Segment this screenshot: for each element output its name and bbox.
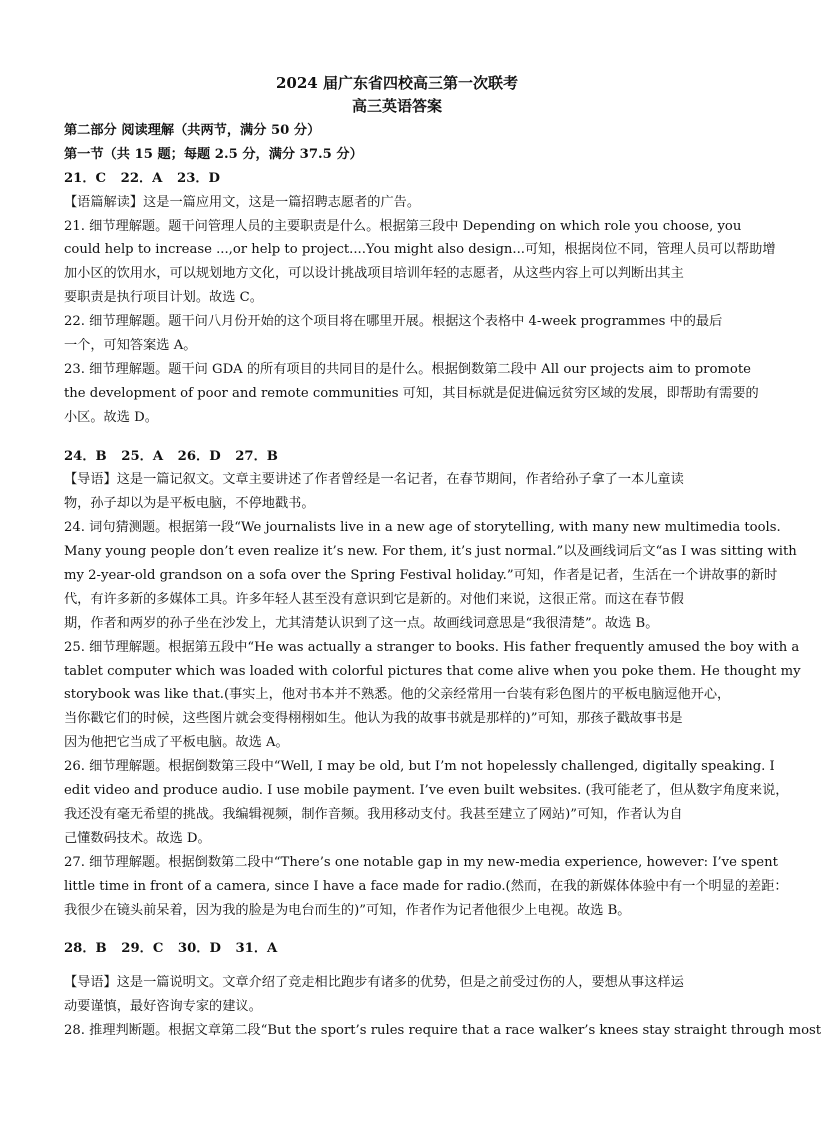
spacer	[64, 961, 730, 971]
explanation-line: 25. 细节理解题。根据第五段中“He was actually a stranger to books. His father frequently amused the boy with a	[64, 639, 800, 655]
answer-key-row	[64, 937, 730, 961]
explanation-line: 23. 细节理解题。题干问 GDA 的所有项目的共同目的是什么。根据倒数第二段中 All our projects aim to promote	[64, 361, 751, 377]
answer-item: 27．B	[235, 448, 278, 464]
answer-key-row	[64, 445, 730, 469]
explanation-line: 代，有许多新的多媒体工具。许多年轻人甚至没有意识到它是新的。对他们来说，这很正常。而这在春节假	[64, 591, 684, 607]
explanation-line: could help to increase ...,or help to project....You might also design...可知，根据岗位不同，管理人员可以帮助增	[64, 242, 776, 258]
explanation-line: 小区。故选 D。	[64, 409, 158, 425]
explanation-line: 【导语】这是一篇说明文。文章介绍了竞走相比跑步有诸多的优势，但是之前受过伤的人，要想从事这样运	[64, 975, 684, 991]
answer-item: 26．D	[177, 448, 221, 464]
explanation-line: 我很少在镜头前呆着，因为我的脸是为电台而生的)”可知，作者作为记者他很少上电视。故选 B。	[64, 902, 631, 918]
explanation-line: 22. 细节理解题。题干问八月份开始的这个项目将在哪里开展。根据这个表格中 4-week programmes 中的最后	[64, 314, 723, 330]
answer-item: 23．D	[177, 170, 220, 186]
explanation-line: tablet computer which was loaded with colorful pictures that come alive when you poke them. He thought my	[64, 663, 801, 679]
answer-item: 21．C	[64, 170, 107, 186]
explanation-line: 26. 细节理解题。根据倒数第三段中“Well, I may be old, but I’m not hopelessly challenged, digitally speaking. I	[64, 759, 775, 775]
explanation-line: 27. 细节理解题。根据倒数第二段中“There’s one notable gap in my new-media experience, however: I’ve spent	[64, 854, 778, 870]
spacer	[64, 430, 730, 445]
explanation-line: 我还没有毫无希望的挑战。我编辑视频，制作音频。我用移动支付。我甚至建立了网站)”可知，作者认为自	[64, 806, 683, 822]
explanation-line: 因为他把它当成了平板电脑。故选 A。	[64, 735, 289, 751]
answer-item: 31．A	[235, 941, 278, 957]
explanation-line: 24. 词句猜测题。根据第一段“We journalists live in a new age of storytelling, with many new multimedia tools.	[64, 520, 781, 536]
explanation-line: the development of poor and remote communities 可知，其目标就是促进偏远贫穷区域的发展，即帮助有需要的	[64, 385, 759, 401]
explanation-line: 己懂数码技术。故选 D。	[64, 830, 211, 846]
explanation-line: 动要谨慎，最好咨询专家的建议。	[64, 999, 262, 1015]
explanation-line: Many young people don’t even realize it’s new. For them, it’s just normal.”以及画线词后文“as I was sitting with	[64, 544, 797, 560]
answer-item: 22．A	[120, 170, 163, 186]
answer-item: 28．B	[64, 941, 107, 957]
explanation-line: 21. 细节理解题。题干问管理人员的主要职责是什么。根据第三段中 Depending on which role you choose, you	[64, 218, 742, 234]
explanation-line: 加小区的饮用水，可以规划地方文化，可以设计挑战项目培训年轻的志愿者，从这些内容上可以判断出其主	[64, 266, 684, 282]
explanation-line: storybook was like that.(事实上，他对书本并不熟悉。他的父亲经常用一台装有彩色图片的平板电脑逗他开心，	[64, 687, 731, 703]
explanation-line: little time in front of a camera, since I have a face made for radio.(然而，在我的新媒体体验中有一个明显的差距：	[64, 878, 788, 894]
answer-item: 29．C	[121, 941, 164, 957]
explanation-line: 【导语】这是一篇记叙文。文章主要讲述了作者曾经是一名记者，在春节期间，作者给孙子拿了一本儿童读	[64, 472, 684, 488]
document-title: 2024 届广东省四校高三第一次联考	[276, 74, 518, 92]
subsection-heading: 第一节（共 15 题；每题 2.5 分，满分 37.5 分）	[64, 146, 363, 162]
spacer	[64, 922, 730, 937]
section-heading: 第二部分 阅读理解（共两节，满分 50 分）	[64, 123, 321, 138]
answer-item: 24．B	[64, 448, 107, 464]
answer-item: 30．D	[177, 941, 221, 957]
answer-key-row	[64, 167, 730, 191]
explanation-line: my 2-year-old grandson on a sofa over the Spring Festival holiday.”可知，作者是记者，生活在一个讲故事的新时	[64, 568, 778, 584]
explanation-line: 一个，可知答案选 A。	[64, 338, 197, 354]
explanation-line: 【语篇解读】这是一篇应用文，这是一篇招聘志愿者的广告。	[64, 194, 421, 210]
explanation-line: 要职责是执行项目计划。故选 C。	[64, 290, 263, 306]
answer-item: 25．A	[121, 448, 164, 464]
explanation-line: edit video and produce audio. I use mobile payment. I’ve even built websites. (我可能老了，但从数字角度来说，	[64, 783, 789, 799]
explanation-line: 物，孙子却以为是平板电脑，不停地戳书。	[64, 496, 315, 512]
explanation-line: 28. 推理判断题。根据文章第二段“But the sport’s rules require that a race walker’s knees stay straight through most	[64, 1023, 821, 1039]
explanation-line: 期，作者和两岁的孙子坐在沙发上，尤其清楚认识到了这一点。故画线词意思是“我很清楚”。故选 B。	[64, 615, 659, 631]
document-body	[64, 119, 821, 1043]
explanation-line: 当你戳它们的时候，这些图片就会变得栩栩如生。他认为我的故事书就是那样的)”可知，那孩子戳故事书是	[64, 711, 683, 727]
document-subtitle: 高三英语答案	[351, 97, 442, 115]
